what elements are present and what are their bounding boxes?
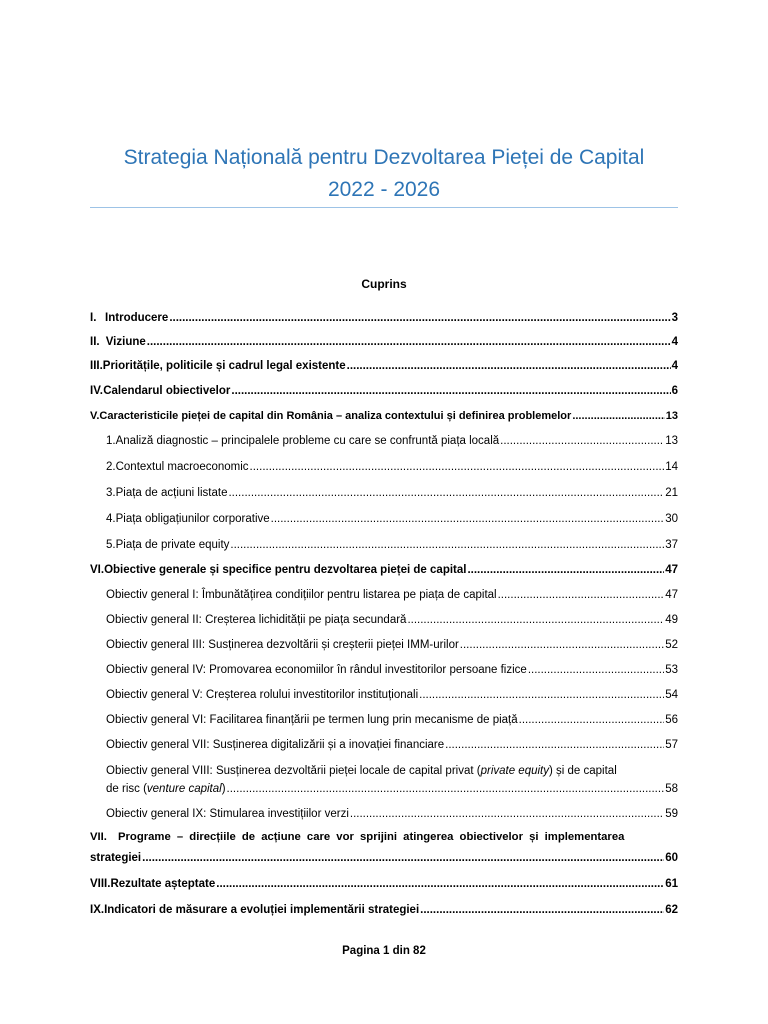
toc-page: 3 [671, 312, 678, 324]
toc-page: 54 [665, 689, 678, 701]
toc-page: 47 [665, 564, 678, 576]
toc-text-italic: venture capital [146, 783, 222, 795]
toc-text: Caracteristicile pieței de capital din România – analiza contextului și definirea problemelor [99, 410, 572, 422]
toc-number: IX. [90, 904, 105, 916]
toc-text-part: de risc ( [106, 783, 147, 795]
toc-page: 47 [665, 589, 678, 601]
toc-page: 30 [665, 513, 678, 525]
toc-leader [169, 310, 670, 326]
toc-text: Obiective generale și specifice pentru dezvoltarea pieței de capital [104, 564, 467, 576]
toc-entry-obiectiv-8-line2[interactable] [106, 781, 678, 797]
toc-text: Obiectiv general IX: Stimularea investițiilor verzi [106, 808, 349, 820]
toc-entry-piata-obligatiunilor[interactable] [106, 511, 678, 527]
toc-leader [572, 408, 664, 424]
toc-text: Analiză diagnostic – principalele probleme cu care se confruntă piața locală [115, 435, 500, 447]
toc-text: Obiectiv general VI: Facilitarea finanțării pe termen lung prin mecanisme de piață [106, 714, 518, 726]
toc-text: Calendarul obiectivelor [103, 385, 231, 397]
toc-page: 60 [665, 852, 678, 864]
toc-number: VI. [90, 564, 105, 576]
toc-entry-obiective-generale[interactable] [90, 562, 678, 578]
toc-entry-obiectiv-5[interactable] [106, 687, 678, 703]
toc-entry-obiectiv-7[interactable] [106, 737, 678, 753]
toc-page: 61 [665, 878, 678, 890]
toc-entry-piata-actiuni[interactable] [106, 485, 678, 501]
toc-leader [350, 806, 664, 822]
toc-text: strategiei [90, 852, 142, 864]
toc-page: 4 [671, 360, 678, 372]
toc-page: 58 [665, 783, 678, 795]
toc-page: 53 [665, 664, 678, 676]
toc-leader [460, 637, 664, 653]
toc-text-part: ) [221, 783, 226, 795]
toc-page: 49 [665, 614, 678, 626]
toc-leader [467, 562, 664, 578]
document-title-line1: Strategia Națională pentru Dezvoltarea Pieței de Capital [123, 146, 645, 169]
toc-leader [420, 902, 664, 918]
toc-leader [419, 687, 664, 703]
toc-number: III. [90, 360, 103, 372]
toc-entry-obiectiv-4[interactable] [106, 662, 678, 678]
toc-entry-private-equity[interactable] [106, 537, 678, 553]
toc-leader [500, 433, 664, 449]
toc-entry-caracteristicile[interactable] [90, 408, 678, 424]
toc-entry-viziune[interactable] [90, 334, 678, 350]
toc-number: II. [90, 336, 100, 348]
toc-leader [227, 781, 665, 797]
toc-text: Piața de private equity [115, 539, 230, 551]
toc-text: Programe – direcțiile de acțiune care vor sprijini atingerea obiectivelor și implementarea [118, 831, 625, 843]
toc-page: 56 [665, 714, 678, 726]
toc-number: 4. [106, 513, 116, 525]
toc-leader [445, 737, 664, 753]
toc-entry-prioritati[interactable] [90, 358, 678, 374]
toc-text: Introducere [105, 312, 169, 324]
toc-entry-programe-line1[interactable] [90, 829, 678, 845]
toc-leader [271, 511, 665, 527]
toc-page: 57 [665, 739, 678, 751]
toc-leader [230, 537, 664, 553]
toc-leader [528, 662, 664, 678]
toc-number: 3. [106, 487, 116, 499]
toc-page: 52 [665, 639, 678, 651]
toc-text: Obiectiv general IV: Promovarea economiilor în rândul investitorilor persoane fizice [106, 664, 527, 676]
toc-text: Indicatori de măsurare a evoluției implementării strategiei [104, 904, 420, 916]
toc-text: Rezultate așteptate [110, 878, 216, 890]
toc-entry-programe-line2[interactable] [90, 850, 678, 866]
toc-page: 37 [665, 539, 678, 551]
toc-page: 13 [665, 435, 678, 447]
toc-leader [347, 358, 671, 374]
toc-leader [407, 612, 664, 628]
toc-number: IV. [90, 385, 104, 397]
toc-page: 59 [665, 808, 678, 820]
toc-page: 6 [671, 385, 678, 397]
toc-entry-obiectiv-2[interactable] [106, 612, 678, 628]
toc-page: 4 [671, 336, 678, 348]
toc-page: 14 [665, 461, 678, 473]
toc-text: ) și de capital [549, 765, 617, 777]
toc-number: I. [90, 312, 97, 324]
toc-page: 13 [665, 410, 678, 422]
toc-entry-indicatori[interactable] [90, 902, 678, 918]
toc-text: Obiectiv general II: Creșterea lichidității pe piața secundară [106, 614, 407, 626]
toc-number: V. [90, 410, 100, 422]
toc-entry-rezultate[interactable] [90, 876, 678, 892]
toc-text: Obiectiv general I: Îmbunătățirea condițiilor pentru listarea pe piața de capital [106, 589, 497, 601]
toc-text: Piața de acțiuni listate [115, 487, 228, 499]
toc-number: VIII. [90, 878, 111, 890]
toc-text [106, 781, 226, 797]
page-footer: Pagina 1 din 82 [342, 945, 426, 957]
toc-number: 1. [106, 435, 116, 447]
toc-entry-obiectiv-3[interactable] [106, 637, 678, 653]
toc-page: 62 [665, 904, 678, 916]
toc-number: VII. [90, 831, 107, 843]
toc-leader [147, 334, 671, 350]
toc-entry-contextul-macroeconomic[interactable] [106, 459, 678, 475]
toc-text-italic: private equity [480, 765, 549, 777]
toc-text: Obiectiv general VII: Susținerea digitalizării și a inovației financiare [106, 739, 445, 751]
toc-entry-obiectiv-6[interactable] [106, 712, 678, 728]
toc-leader [250, 459, 665, 475]
toc-text: Viziune [105, 336, 146, 348]
toc-leader [228, 485, 664, 501]
toc-leader [231, 383, 670, 399]
document-title-line2: 2022 - 2026 [327, 178, 441, 201]
toc-text: Obiectiv general III: Susținerea dezvoltării și creșterii pieței IMM-urilor [106, 639, 459, 651]
toc-heading: Cuprins [361, 277, 407, 291]
toc-entry-analiza-diagnostic[interactable] [106, 433, 678, 449]
toc-leader [216, 876, 664, 892]
toc-entry-introducere[interactable] [90, 310, 678, 326]
toc-entry-calendarul[interactable] [90, 383, 678, 399]
toc-leader [519, 712, 665, 728]
toc-text: Prioritățile, politicile și cadrul legal existente [102, 360, 346, 372]
toc-text: Obiectiv general V: Creșterea rolului investitorilor instituționali [106, 689, 419, 701]
toc-text: Contextul macroeconomic [115, 461, 249, 473]
toc-number: 5. [106, 539, 116, 551]
toc-leader [498, 587, 665, 603]
toc-entry-obiectiv-9[interactable] [106, 806, 678, 822]
toc-text: Obiectiv general VIII: Susținerea dezvoltării pieței locale de capital privat ( [106, 765, 481, 777]
title-divider [90, 207, 678, 208]
toc-page: 21 [665, 487, 678, 499]
toc-entry-obiectiv-8-line1[interactable] [106, 763, 678, 779]
toc-text: Piața obligațiunilor corporative [115, 513, 270, 525]
toc-entry-obiectiv-1[interactable] [106, 587, 678, 603]
toc-number: 2. [106, 461, 116, 473]
toc-leader [142, 850, 664, 866]
